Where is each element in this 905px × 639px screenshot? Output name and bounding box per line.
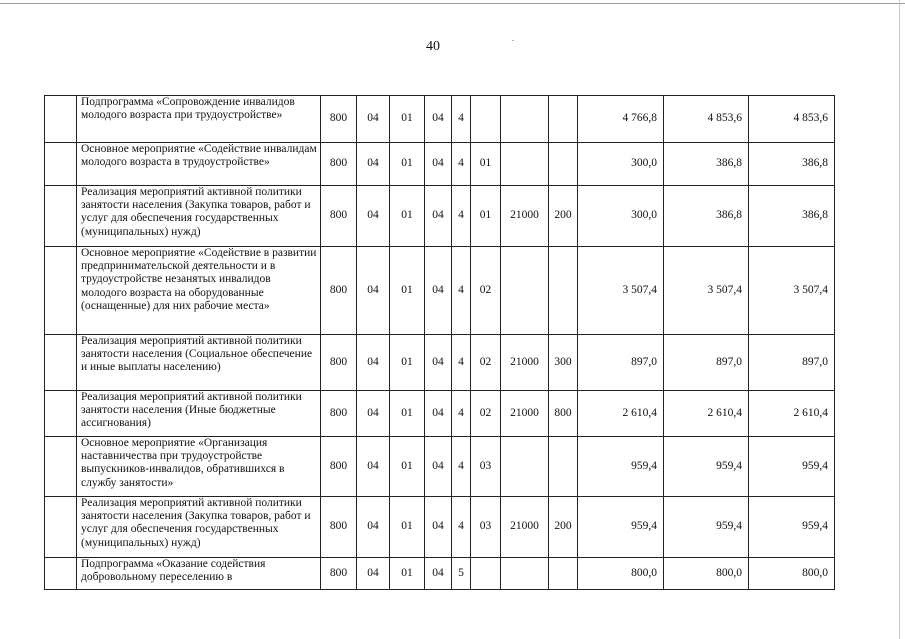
code-cell: 4 xyxy=(452,143,471,186)
code-cell xyxy=(501,437,549,497)
table-row xyxy=(45,247,835,335)
code-cell: 04 xyxy=(357,247,390,335)
amount-cell: 3 507,4 xyxy=(749,247,835,335)
code-cell: 4 xyxy=(452,247,471,335)
blank-cell xyxy=(45,96,77,143)
code-cell: 04 xyxy=(357,497,390,558)
code-cell: 800 xyxy=(321,247,357,335)
row-name: Основное мероприятие «Содействие в развитии предпринимательской деятельности и в трудоустройстве незанятых инвалидов молодого возраста на оборудованные (оснащенные) для них рабочие места» xyxy=(77,247,321,335)
code-cell: 04 xyxy=(425,247,452,335)
code-cell: 800 xyxy=(549,391,578,437)
code-cell: 01 xyxy=(390,497,425,558)
table-row xyxy=(45,143,835,186)
code-cell: 01 xyxy=(471,186,501,247)
code-cell: 02 xyxy=(471,335,501,391)
code-cell: 04 xyxy=(425,143,452,186)
amount-cell: 800,0 xyxy=(664,558,749,590)
code-cell: 800 xyxy=(321,96,357,143)
code-cell: 4 xyxy=(452,96,471,143)
code-cell: 03 xyxy=(471,497,501,558)
code-cell: 01 xyxy=(390,437,425,497)
code-cell: 5 xyxy=(452,558,471,590)
row-name: Подпрограмма «Оказание содействия добровольному переселению в xyxy=(77,558,321,590)
code-cell xyxy=(549,437,578,497)
blank-cell xyxy=(45,558,77,590)
code-cell: 21000 xyxy=(501,186,549,247)
code-cell xyxy=(501,96,549,143)
code-cell xyxy=(501,247,549,335)
code-cell: 04 xyxy=(357,437,390,497)
code-cell: 04 xyxy=(425,558,452,590)
code-cell: 21000 xyxy=(501,497,549,558)
amount-cell: 386,8 xyxy=(664,186,749,247)
code-cell: 04 xyxy=(425,96,452,143)
code-cell: 4 xyxy=(452,391,471,437)
code-cell: 800 xyxy=(321,497,357,558)
code-cell: 04 xyxy=(357,143,390,186)
row-name: Основное мероприятие «Содействие инвалидам молодого возраста в трудоустройстве» xyxy=(77,143,321,186)
code-cell: 01 xyxy=(471,143,501,186)
amount-cell: 959,4 xyxy=(578,497,664,558)
blank-cell xyxy=(45,437,77,497)
amount-cell: 897,0 xyxy=(578,335,664,391)
code-cell xyxy=(501,143,549,186)
code-cell xyxy=(549,247,578,335)
code-cell: 04 xyxy=(357,186,390,247)
code-cell: 4 xyxy=(452,335,471,391)
amount-cell: 3 507,4 xyxy=(664,247,749,335)
amount-cell: 897,0 xyxy=(664,335,749,391)
code-cell: 4 xyxy=(452,497,471,558)
code-cell: 01 xyxy=(390,391,425,437)
row-name: Реализация мероприятий активной политики занятости населения (Иные бюджетные ассигнования) xyxy=(77,391,321,437)
code-cell: 200 xyxy=(549,497,578,558)
code-cell: 800 xyxy=(321,335,357,391)
code-cell: 04 xyxy=(357,391,390,437)
code-cell: 01 xyxy=(390,558,425,590)
code-cell xyxy=(471,96,501,143)
blank-cell xyxy=(45,335,77,391)
table-row xyxy=(45,558,835,590)
amount-cell: 2 610,4 xyxy=(664,391,749,437)
code-cell: 200 xyxy=(549,186,578,247)
page-number: 40 xyxy=(426,39,440,54)
amount-cell: 300,0 xyxy=(578,143,664,186)
table-row xyxy=(45,497,835,558)
amount-cell: 959,4 xyxy=(578,437,664,497)
amount-cell: 386,8 xyxy=(749,186,835,247)
code-cell: 02 xyxy=(471,247,501,335)
code-cell: 4 xyxy=(452,186,471,247)
table-row xyxy=(45,335,835,391)
code-cell: 01 xyxy=(390,247,425,335)
code-cell xyxy=(471,558,501,590)
code-cell: 800 xyxy=(321,143,357,186)
blank-cell xyxy=(45,497,77,558)
row-name: Основное мероприятие «Организация наставничества при трудоустройстве выпускников-инвалидов, обратившихся в службу занятости» xyxy=(77,437,321,497)
amount-cell: 800,0 xyxy=(578,558,664,590)
row-name: Реализация мероприятий активной политики занятости населения (Закупка товаров, работ и услуг для обеспечения государственных (муниципальных) нужд) xyxy=(77,497,321,558)
scan-top-edge xyxy=(0,3,905,4)
scan-right-edge xyxy=(899,0,900,639)
code-cell: 04 xyxy=(357,96,390,143)
amount-cell: 897,0 xyxy=(749,335,835,391)
row-name: Подпрограмма «Сопровождение инвалидов молодого возраста при трудоустройстве» xyxy=(77,96,321,143)
code-cell: 4 xyxy=(452,437,471,497)
amount-cell: 800,0 xyxy=(749,558,835,590)
code-cell: 01 xyxy=(390,143,425,186)
code-cell xyxy=(501,558,549,590)
amount-cell: 386,8 xyxy=(664,143,749,186)
code-cell: 04 xyxy=(357,558,390,590)
code-cell: 04 xyxy=(425,437,452,497)
amount-cell: 959,4 xyxy=(664,437,749,497)
amount-cell: 4 853,6 xyxy=(664,96,749,143)
amount-cell: 4 853,6 xyxy=(749,96,835,143)
blank-cell xyxy=(45,391,77,437)
amount-cell: 959,4 xyxy=(664,497,749,558)
blank-cell xyxy=(45,186,77,247)
code-cell: 02 xyxy=(471,391,501,437)
code-cell: 04 xyxy=(425,186,452,247)
code-cell: 800 xyxy=(321,558,357,590)
code-cell xyxy=(549,143,578,186)
code-cell: 01 xyxy=(390,186,425,247)
blank-cell xyxy=(45,143,77,186)
code-cell: 04 xyxy=(425,497,452,558)
code-cell: 01 xyxy=(390,335,425,391)
code-cell: 800 xyxy=(321,391,357,437)
amount-cell: 300,0 xyxy=(578,186,664,247)
row-name: Реализация мероприятий активной политики занятости населения (Социальное обеспечение и иные выплаты населению) xyxy=(77,335,321,391)
code-cell: 03 xyxy=(471,437,501,497)
amount-cell: 4 766,8 xyxy=(578,96,664,143)
table-row xyxy=(45,437,835,497)
amount-cell: 386,8 xyxy=(749,143,835,186)
blank-cell xyxy=(45,247,77,335)
code-cell: 04 xyxy=(425,391,452,437)
code-cell: 800 xyxy=(321,437,357,497)
code-cell: 21000 xyxy=(501,335,549,391)
table-row xyxy=(45,391,835,437)
code-cell xyxy=(549,96,578,143)
amount-cell: 2 610,4 xyxy=(578,391,664,437)
row-name: Реализация мероприятий активной политики занятости населения (Закупка товаров, работ и услуг для обеспечения государственных (муниципальных) нужд) xyxy=(77,186,321,247)
table-row xyxy=(45,96,835,143)
code-cell: 01 xyxy=(390,96,425,143)
amount-cell: 959,4 xyxy=(749,437,835,497)
code-cell xyxy=(549,558,578,590)
budget-table xyxy=(44,95,835,590)
table-row xyxy=(45,186,835,247)
amount-cell: 959,4 xyxy=(749,497,835,558)
code-cell: 21000 xyxy=(501,391,549,437)
code-cell: 04 xyxy=(425,335,452,391)
amount-cell: 2 610,4 xyxy=(749,391,835,437)
code-cell: 800 xyxy=(321,186,357,247)
amount-cell: 3 507,4 xyxy=(578,247,664,335)
code-cell: 300 xyxy=(549,335,578,391)
code-cell: 04 xyxy=(357,335,390,391)
